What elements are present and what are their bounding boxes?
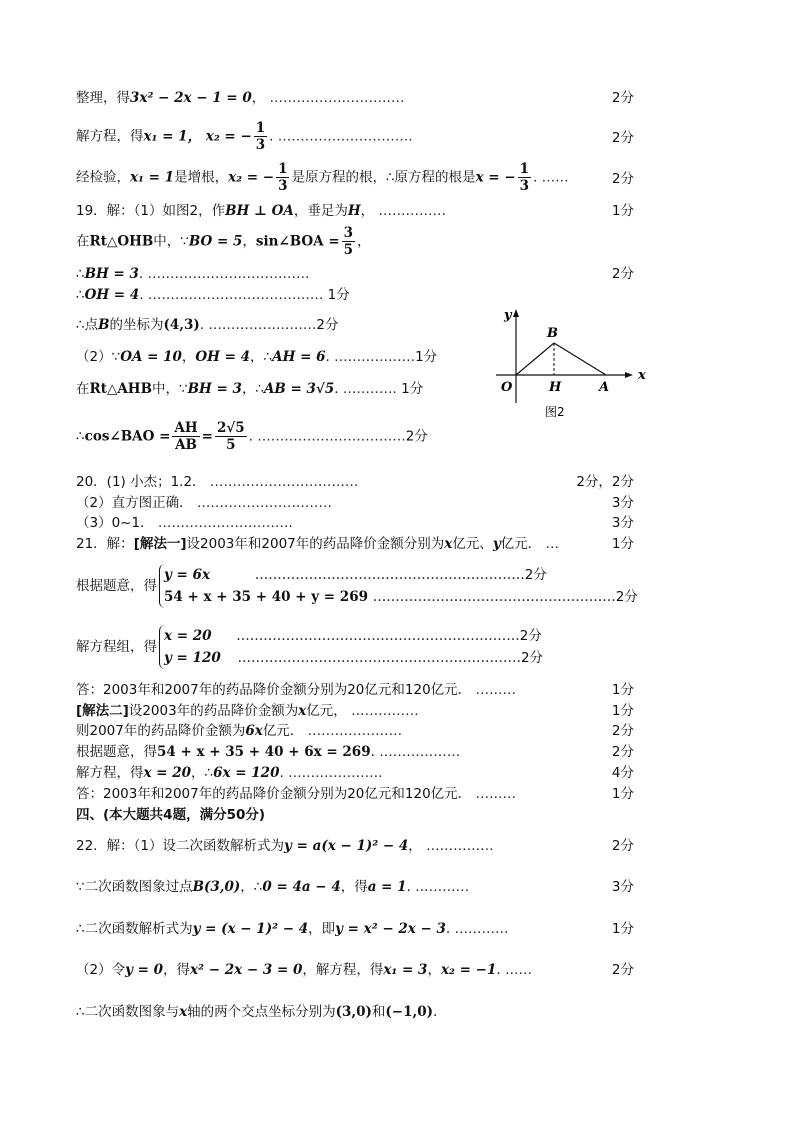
text: ，垂足为 xyxy=(293,203,348,219)
text: . xyxy=(248,428,253,445)
text: . xyxy=(279,765,284,781)
text: （2）令 xyxy=(76,962,126,978)
text: ，∴ xyxy=(240,879,263,895)
equation: x = − xyxy=(475,169,516,186)
q22-line5 xyxy=(76,1003,437,1021)
equation: y = x² − 2x − 3 xyxy=(335,921,446,937)
text: （2）∵ xyxy=(76,349,121,365)
equals: = xyxy=(201,428,213,445)
leader-dots: …………………………………………………… xyxy=(254,567,525,583)
text: ∴ xyxy=(76,266,85,282)
equation: (4,3) xyxy=(163,317,200,333)
q19-line5 xyxy=(76,316,338,334)
equation: BH ⊥ OA xyxy=(225,203,294,219)
equation: x = 20 xyxy=(143,765,192,781)
leader-dots: ………… xyxy=(342,381,397,397)
text: ，得 xyxy=(163,962,191,978)
numerator: 2√5 xyxy=(216,420,245,436)
fraction xyxy=(172,420,199,453)
text: ，解方程，得 xyxy=(302,962,384,978)
text: . xyxy=(269,128,274,145)
denominator: 3 xyxy=(278,178,288,194)
score: 3分 xyxy=(611,515,634,531)
text: 20．(1) 小杰；1.2． xyxy=(76,474,206,490)
equation: B xyxy=(98,317,110,333)
x-label: x xyxy=(638,368,646,383)
text: （2）直方图正确． xyxy=(76,495,193,511)
equation: Rt△AHB xyxy=(89,381,152,397)
q22-line4 xyxy=(76,961,532,979)
equation: x₁ = 1 xyxy=(130,169,175,186)
leader-dots: ………………… xyxy=(307,723,403,739)
text: ，∴ xyxy=(191,765,214,781)
q22-line3 xyxy=(76,920,508,938)
text: ，∴ xyxy=(241,381,264,397)
text: ， xyxy=(251,90,266,106)
leader-dots: …………………………… xyxy=(209,474,359,490)
fraction xyxy=(518,161,531,194)
q21-system2 xyxy=(76,625,543,669)
line-check xyxy=(76,161,569,194)
equation: 54 + x + 35 + 40 + 6x = 269 xyxy=(157,744,371,760)
leader-dots: …… xyxy=(504,962,532,978)
text: ∴ xyxy=(76,287,85,303)
text: ∴ xyxy=(76,428,85,445)
figure-caption: 图2 xyxy=(545,405,565,419)
text: 22．解：（1）设二次函数解析式为 xyxy=(76,838,285,854)
q21-method2-line3 xyxy=(76,743,460,761)
text: ，∴ xyxy=(250,349,273,365)
text: 答：2003年和2007年的药品降价金额分别为20亿元和120亿元． xyxy=(76,682,472,698)
numerator: 1 xyxy=(278,161,288,177)
text: 根据题意，得 xyxy=(76,744,157,760)
equation: x² − 2x − 3 = 0 xyxy=(190,962,303,978)
score: 1分 xyxy=(611,703,634,719)
text: . xyxy=(199,317,205,333)
text: ， xyxy=(360,203,375,219)
y-arrow-icon xyxy=(513,309,519,317)
numerator: 3 xyxy=(343,225,354,241)
q19-line8 xyxy=(76,420,428,453)
q21-line1 xyxy=(76,535,559,553)
equation: BH = 3 xyxy=(187,381,242,397)
q21-method2-line2 xyxy=(76,722,402,740)
text: 21．解： xyxy=(76,536,134,552)
text: . xyxy=(433,1004,438,1020)
q22-line2 xyxy=(76,878,469,896)
equation-system xyxy=(159,564,638,608)
text: 的坐标为 xyxy=(109,317,164,333)
score: 3分 xyxy=(611,879,634,895)
leader-dots: ……………………………… xyxy=(147,266,310,282)
segment-OB xyxy=(516,343,554,375)
point: B(3,0) xyxy=(192,879,241,895)
text: 整理，得 xyxy=(76,90,130,106)
leader-dots: ……………… xyxy=(379,744,461,760)
leader-dots: ………………… xyxy=(288,765,383,781)
q21-system1 xyxy=(76,564,638,608)
equation: x₁ = 3 xyxy=(383,962,428,978)
q19-line4 xyxy=(76,286,350,304)
equation: 3x² − 2x − 1 = 0 xyxy=(130,90,252,106)
leader-dots: ……………………………………………………… xyxy=(237,650,521,666)
text: ∴点 xyxy=(76,317,99,333)
text: . xyxy=(138,266,144,282)
method-label: [解法二] xyxy=(76,703,129,719)
equation: H xyxy=(347,203,361,219)
o-label: O xyxy=(501,380,513,395)
leader-dots: ……………… xyxy=(334,349,416,365)
denominator: 5 xyxy=(226,437,236,453)
equation-row xyxy=(164,586,638,608)
equation: a = 1 xyxy=(367,879,407,895)
q19-line2 xyxy=(76,225,371,258)
score: 2分 xyxy=(611,266,634,282)
leader-dots: …………………………… xyxy=(257,428,406,445)
text: 在 xyxy=(76,233,90,250)
text: . xyxy=(139,287,144,303)
score: 2分 xyxy=(519,628,542,644)
variable: x xyxy=(444,536,453,552)
line-solve xyxy=(76,120,413,153)
equation: Rt△OHB xyxy=(89,233,154,250)
text: 设2003年的药品降价金额为 xyxy=(128,703,299,719)
score: 2分 xyxy=(615,589,638,605)
variable: x xyxy=(179,1004,188,1020)
score: 2分 xyxy=(611,962,634,978)
equation: sin∠BOA = xyxy=(255,233,340,250)
figure-2 xyxy=(488,305,658,425)
score: 2分 xyxy=(611,744,634,760)
equation: 6x = 120 xyxy=(213,765,280,781)
leader-dots: ……… xyxy=(475,682,516,698)
text: 中，∵ xyxy=(151,381,188,397)
equation: cos∠BAO = xyxy=(84,428,171,445)
leader-dots: ………………………………… xyxy=(147,287,324,303)
score: 2分 xyxy=(611,838,634,854)
q19-line6 xyxy=(76,348,437,366)
q19-line1 xyxy=(76,202,446,220)
leader-dots: …………… xyxy=(426,838,494,854)
score: 2分 xyxy=(611,130,634,146)
leader-dots: ………………………… xyxy=(196,495,332,511)
equation: BH = 3 xyxy=(84,266,139,282)
leader-dots: … xyxy=(545,536,559,552)
text: 解方程，得 xyxy=(76,128,144,145)
equation: OH = 4 xyxy=(84,287,140,303)
leader-dots: ………………………… xyxy=(277,128,413,145)
equation: 54 + x + 35 + 40 + y = 269 xyxy=(164,589,368,605)
text: 解方程组，得 xyxy=(76,639,157,655)
q19-line3 xyxy=(76,265,309,283)
equation: x₂ = −1 xyxy=(440,962,497,978)
text: ∴二次函数解析式为 xyxy=(76,921,193,937)
leader-dots: ………… xyxy=(415,879,470,895)
text: . xyxy=(533,169,538,186)
equation: AB = 3√5 xyxy=(263,381,335,397)
equation: x₂ = − xyxy=(228,169,275,186)
text: . xyxy=(445,921,451,937)
section-heading: 四、(本大题共4题，满分50分) xyxy=(76,807,266,823)
score: 1分 xyxy=(611,786,634,802)
text: 在 xyxy=(76,381,90,397)
text: 答：2003年和2007年的药品降价金额分别为20亿元和120亿元． xyxy=(76,786,472,802)
text: 经检验， xyxy=(76,169,130,186)
numerator: 1 xyxy=(519,161,530,177)
q21-method2-line1 xyxy=(76,702,419,720)
text: 解方程，得 xyxy=(76,765,144,781)
score: 2分 xyxy=(316,317,339,333)
q21-answer1 xyxy=(76,681,516,699)
b-label: B xyxy=(547,326,558,341)
h-label: H xyxy=(549,380,562,395)
y-label: y xyxy=(504,308,512,323)
text: ， xyxy=(242,233,256,250)
score: 2分 xyxy=(611,171,634,187)
q20-line1 xyxy=(76,473,358,491)
equation: OA = 10 xyxy=(120,349,182,365)
score: 2分 xyxy=(524,567,547,583)
point: (−1,0) xyxy=(385,1004,433,1020)
point: (3,0) xyxy=(335,1004,372,1020)
text: 中，∵ xyxy=(153,233,189,250)
text: ， xyxy=(427,962,441,978)
text: 亿元、 xyxy=(452,536,493,552)
equation: y = 0 xyxy=(125,962,164,978)
segment-BA xyxy=(554,343,606,375)
score: 1分 xyxy=(611,203,634,219)
leader-dots: …………… xyxy=(351,703,419,719)
leader-dots: ……………………………………………………… xyxy=(236,628,520,644)
text: ， xyxy=(408,838,422,854)
score: 1分 xyxy=(327,287,350,303)
score: 2分 xyxy=(520,650,544,666)
score: 1分 xyxy=(611,682,634,698)
score: 1分 xyxy=(611,536,634,552)
variable: 6x xyxy=(245,723,263,739)
q21-method2-line4 xyxy=(76,764,383,782)
denominator: 3 xyxy=(519,178,530,194)
score: 2分，2分 xyxy=(576,474,634,490)
text: 19．解：（1）如图2，作 xyxy=(76,203,226,219)
q20-line3 xyxy=(76,514,293,532)
leader-dots: ………………………… xyxy=(269,90,405,106)
equation: x = 20 xyxy=(164,628,212,644)
fraction xyxy=(254,120,267,153)
score: 2分 xyxy=(405,428,428,445)
text: 则2007年的药品降价金额为 xyxy=(76,723,246,739)
score: 1分 xyxy=(401,381,424,397)
text: ∵二次函数图象过点 xyxy=(76,879,193,895)
text: 根据题意，得 xyxy=(76,578,157,594)
denominator: 5 xyxy=(343,242,354,258)
q21-answer2 xyxy=(76,785,516,803)
equation-row xyxy=(164,647,543,669)
text: ， xyxy=(181,349,196,365)
leader-dots: ………………………… xyxy=(157,515,293,531)
text: 设2003年和2007年的药品降价金额分别为 xyxy=(186,536,445,552)
leader-dots: ………… xyxy=(454,921,509,937)
text: ， xyxy=(357,233,371,250)
equation: y = 6x xyxy=(164,567,210,583)
q22-line1 xyxy=(76,837,494,855)
fraction xyxy=(342,225,355,258)
score: 1分 xyxy=(611,921,634,937)
equation: x₁ = 1， x₂ = − xyxy=(143,128,252,145)
text: . xyxy=(325,349,330,365)
text: （3）0~1． xyxy=(76,515,154,531)
leader-dots: …… xyxy=(541,169,569,186)
equation-system xyxy=(159,625,543,669)
text: 是原方程的根，∴原方程的根是 xyxy=(291,169,476,186)
equation: y = a(x − 1)² − 4 xyxy=(284,838,409,854)
score: 3分 xyxy=(611,495,634,511)
variable: y xyxy=(492,536,501,552)
leader-dots: …………………… xyxy=(208,317,317,333)
denominator: 3 xyxy=(255,137,266,153)
equation: BO = 5 xyxy=(188,233,243,250)
method-label: [解法一] xyxy=(133,536,187,552)
equation: 0 = 4a − 4 xyxy=(262,879,341,895)
equation-row xyxy=(164,625,543,647)
leader-dots: ……………………………………………… xyxy=(372,589,616,605)
leader-dots: …………… xyxy=(378,203,446,219)
score: 2分 xyxy=(611,723,634,739)
text: 亿元． xyxy=(262,723,304,739)
x-arrow-icon xyxy=(625,372,633,378)
text: . xyxy=(496,962,501,978)
text: . xyxy=(370,744,375,760)
text: 和 xyxy=(371,1004,386,1020)
equation: OH = 4 xyxy=(195,349,251,365)
variable: x xyxy=(298,703,307,719)
fraction xyxy=(276,161,289,194)
score: 4分 xyxy=(611,765,634,781)
q19-line7 xyxy=(76,380,423,398)
a-label: A xyxy=(599,380,610,395)
numerator: AH xyxy=(174,420,198,436)
text: 轴的两个交点坐标分别为 xyxy=(187,1004,336,1020)
denominator: AB xyxy=(175,437,197,453)
text: 亿元， xyxy=(306,703,347,719)
equation: y = (x − 1)² − 4 xyxy=(192,921,309,937)
score: 2分 xyxy=(611,90,634,106)
leader-dots: ……… xyxy=(475,786,516,802)
equation: y = 120 xyxy=(164,650,221,666)
text: ∴二次函数图象与 xyxy=(76,1004,180,1020)
equation: AH = 6 xyxy=(272,349,326,365)
fraction xyxy=(215,420,247,453)
line-rearrange xyxy=(76,89,405,107)
text: ，即 xyxy=(308,921,336,937)
text: 是增根， xyxy=(174,169,229,186)
text: ，得 xyxy=(340,879,368,895)
text: . xyxy=(334,381,339,397)
q20-line2 xyxy=(76,494,332,512)
numerator: 1 xyxy=(255,120,266,136)
text: 亿元． xyxy=(500,536,542,552)
equation-row xyxy=(164,564,638,586)
text: . xyxy=(406,879,411,895)
score: 1分 xyxy=(415,349,438,365)
